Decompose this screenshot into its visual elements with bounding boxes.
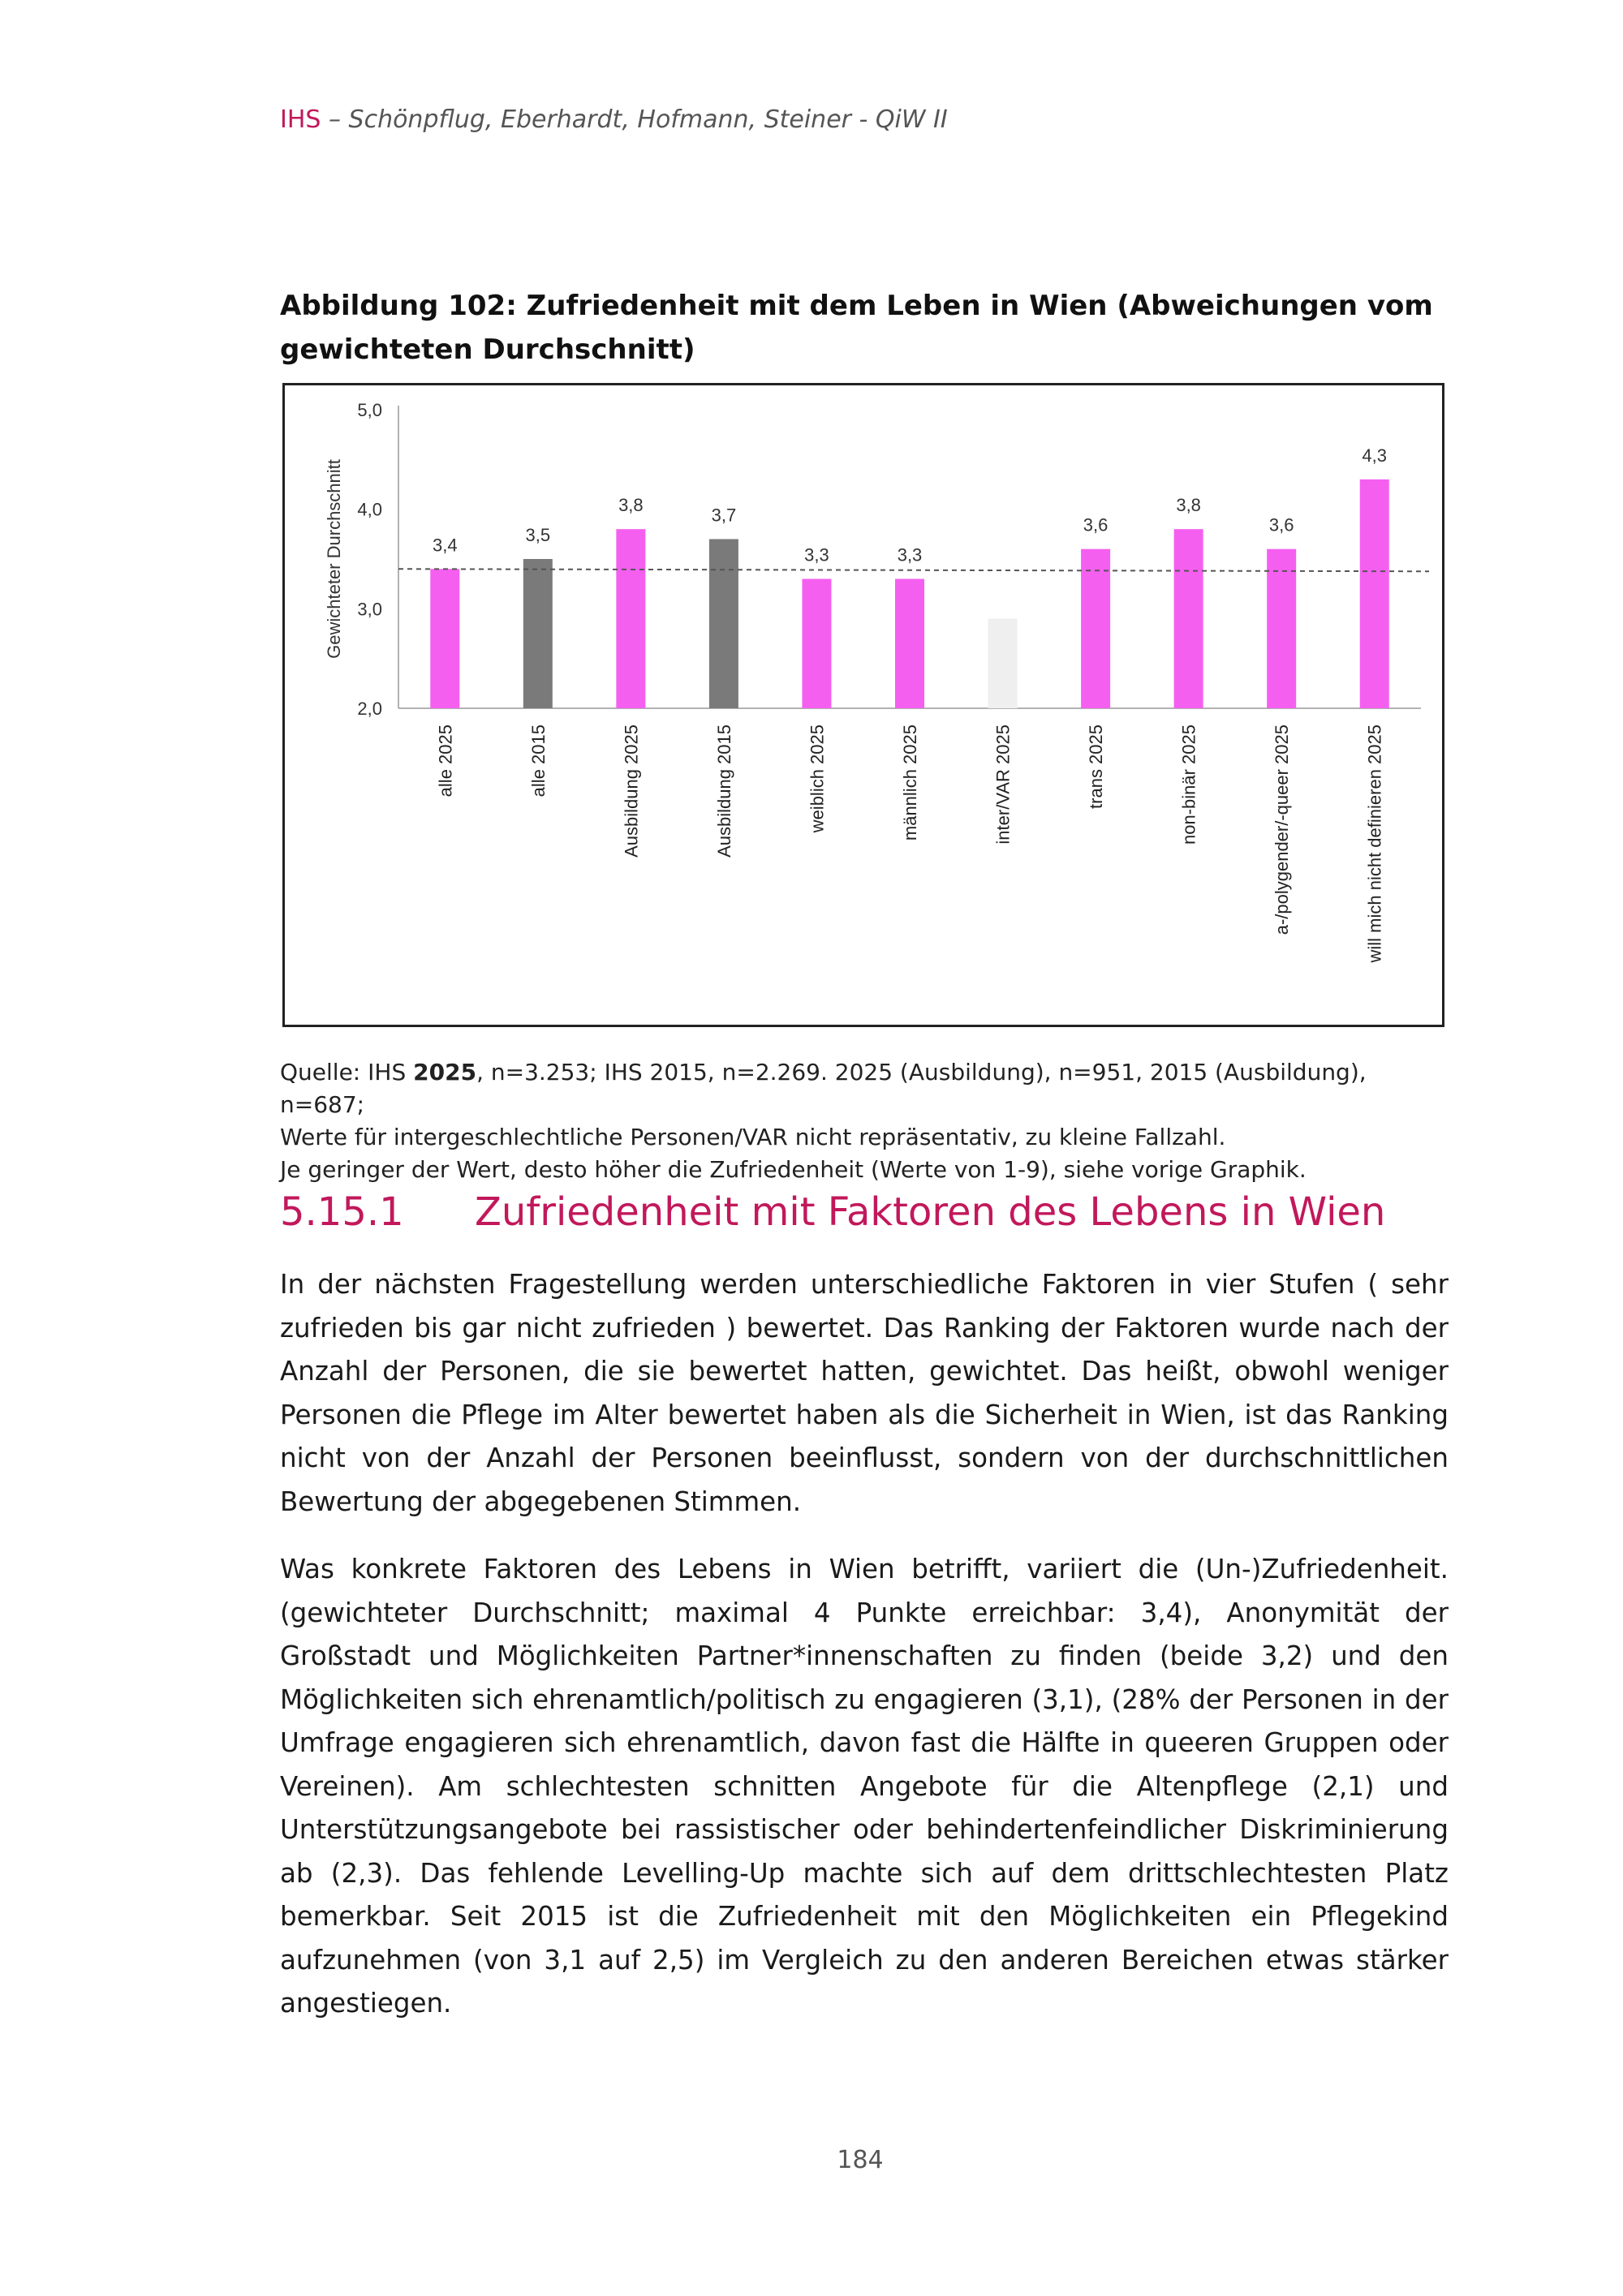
y-axis-label: Gewichteter Durchschnitt [324,459,344,659]
bar-chart [285,385,1442,1025]
bar-value-label: 3,8 [1176,495,1201,516]
bar-value-label: 3,8 [618,495,644,516]
bar [1174,529,1203,708]
y-tick-label: 4,0 [357,499,382,520]
figure-caption: Abbildung 102: Zufriedenheit mit dem Leben in Wien (Abweichungen vom gewichteten Durchschnitt) [280,290,1433,366]
source-rest: , n=3.253; IHS 2015, n=2.269. 2025 (Ausbildung), n=951, 2015 (Ausbildung), n=687; [280,1059,1367,1118]
body-paragraph-2: Was konkrete Faktoren des Lebens in Wien betrifft, variiert die (Un-)Zufriedenheit. (gewichteter Durchschnitt; maximal 4 Punkte erreichbar: 3,4), Anonymität der Großstadt und Möglichkeiten Partner*innenschaften zu finden (beide 3,2) und den Möglichkeiten sich ehrenamtlich/politisch zu engagieren (3,1), (28% der Personen in der Umfrage engagieren sich ehrenamtlich, davon fast die Hälfte in queeren Gruppen oder Vereinen). Am schlechtesten schnitten Angebote für die Altenpflege (2,1) und Unterstützungsangebote bei rassistischer oder behindertenfeindlicher Diskriminierung ab (2,3). Das fehlende Levelling-Up machte sich auf dem drittschlechtesten Platz bemerkbar. Seit 2015 ist die Zufriedenheit mit den Möglichkeiten ein Pflegekind aufzunehmen (von 3,1 auf 2,5) im Vergleich zu den anderen Bereichen etwas stärker angestiegen. [280,1554,1449,2019]
page-number: 184 [837,2146,884,2174]
category-label: will mich nicht definieren 2025 [1364,724,1385,963]
category-label: männlich 2025 [900,724,920,841]
category-label: weiblich 2025 [807,724,828,833]
category-label: trans 2025 [1086,724,1107,809]
section-heading [280,1186,1449,1238]
bar-value-label: 4,3 [1362,445,1388,466]
chart-frame [282,383,1444,1027]
bar-value-label: 3,3 [804,544,829,565]
bar [616,529,645,708]
category-label: alle 2025 [435,724,456,798]
bar-value-label: 3,3 [897,544,923,565]
bar [709,539,738,708]
bar [430,569,459,708]
category-label: Ausbildung 2025 [621,724,642,858]
header-authors: – Schönpflug, Eberhardt, Hofmann, Steiner - QiW II [321,105,948,134]
category-label: inter/VAR 2025 [992,724,1014,845]
category-label: a-/polygender/-queer 2025 [1272,724,1293,935]
source-bold-year: 2025 [413,1059,477,1086]
source-line-3: Je geringer der Wert, desto höher die Zufriedenheit (Werte von 1-9), siehe vorige Graphik. [280,1156,1307,1183]
bar [1267,549,1296,708]
bar-value-label: 3,6 [1268,514,1294,535]
section-title: Zufriedenheit mit Faktoren des Lebens in Wien [475,1189,1386,1235]
bar [988,619,1018,708]
source-line-1 [280,1056,1449,1121]
y-tick-label: 2,0 [357,699,382,719]
source-line-2: Werte für intergeschlechtliche Personen/VAR nicht repräsentativ, zu kleine Fallzahl. [280,1124,1226,1150]
running-header [280,105,948,134]
bar [802,579,831,708]
category-label: alle 2015 [527,724,549,798]
source-prefix: Quelle: IHS [280,1059,414,1086]
bar-value-label: 3,4 [432,535,458,556]
bar-value-label: 3,6 [1083,514,1109,535]
bar-value-label: 3,5 [525,525,551,545]
header-org: IHS [280,105,321,134]
bar [1360,479,1389,708]
y-tick-label: 5,0 [357,400,382,420]
bar-value-label: 3,7 [711,505,737,526]
bar [523,559,553,708]
category-label: Ausbildung 2015 [713,724,734,858]
category-label: non-binär 2025 [1178,724,1199,845]
y-tick-label: 3,0 [357,599,382,620]
body-paragraph-1: In der nächsten Fragestellung werden unterschiedliche Faktoren in vier Stufen ( sehr zufrieden bis gar nicht zufrieden ) bewertet. Das Ranking der Faktoren wurde nach der Anzahl der Personen, die sie bewertet hatten, gewichtet. Das heißt, obwohl weniger Personen die Pflege im Alter bewertet haben als die Sicherheit in Wien, ist das Ranking nicht von der Anzahl der Personen beeinflusst, sondern von der durchschnittlichen Bewertung der abgegebenen Stimmen. [280,1269,1449,1517]
bar [1081,549,1110,708]
bar [895,579,924,708]
figure-source [280,1056,1449,1186]
section-number: 5.15.1 [280,1189,404,1235]
